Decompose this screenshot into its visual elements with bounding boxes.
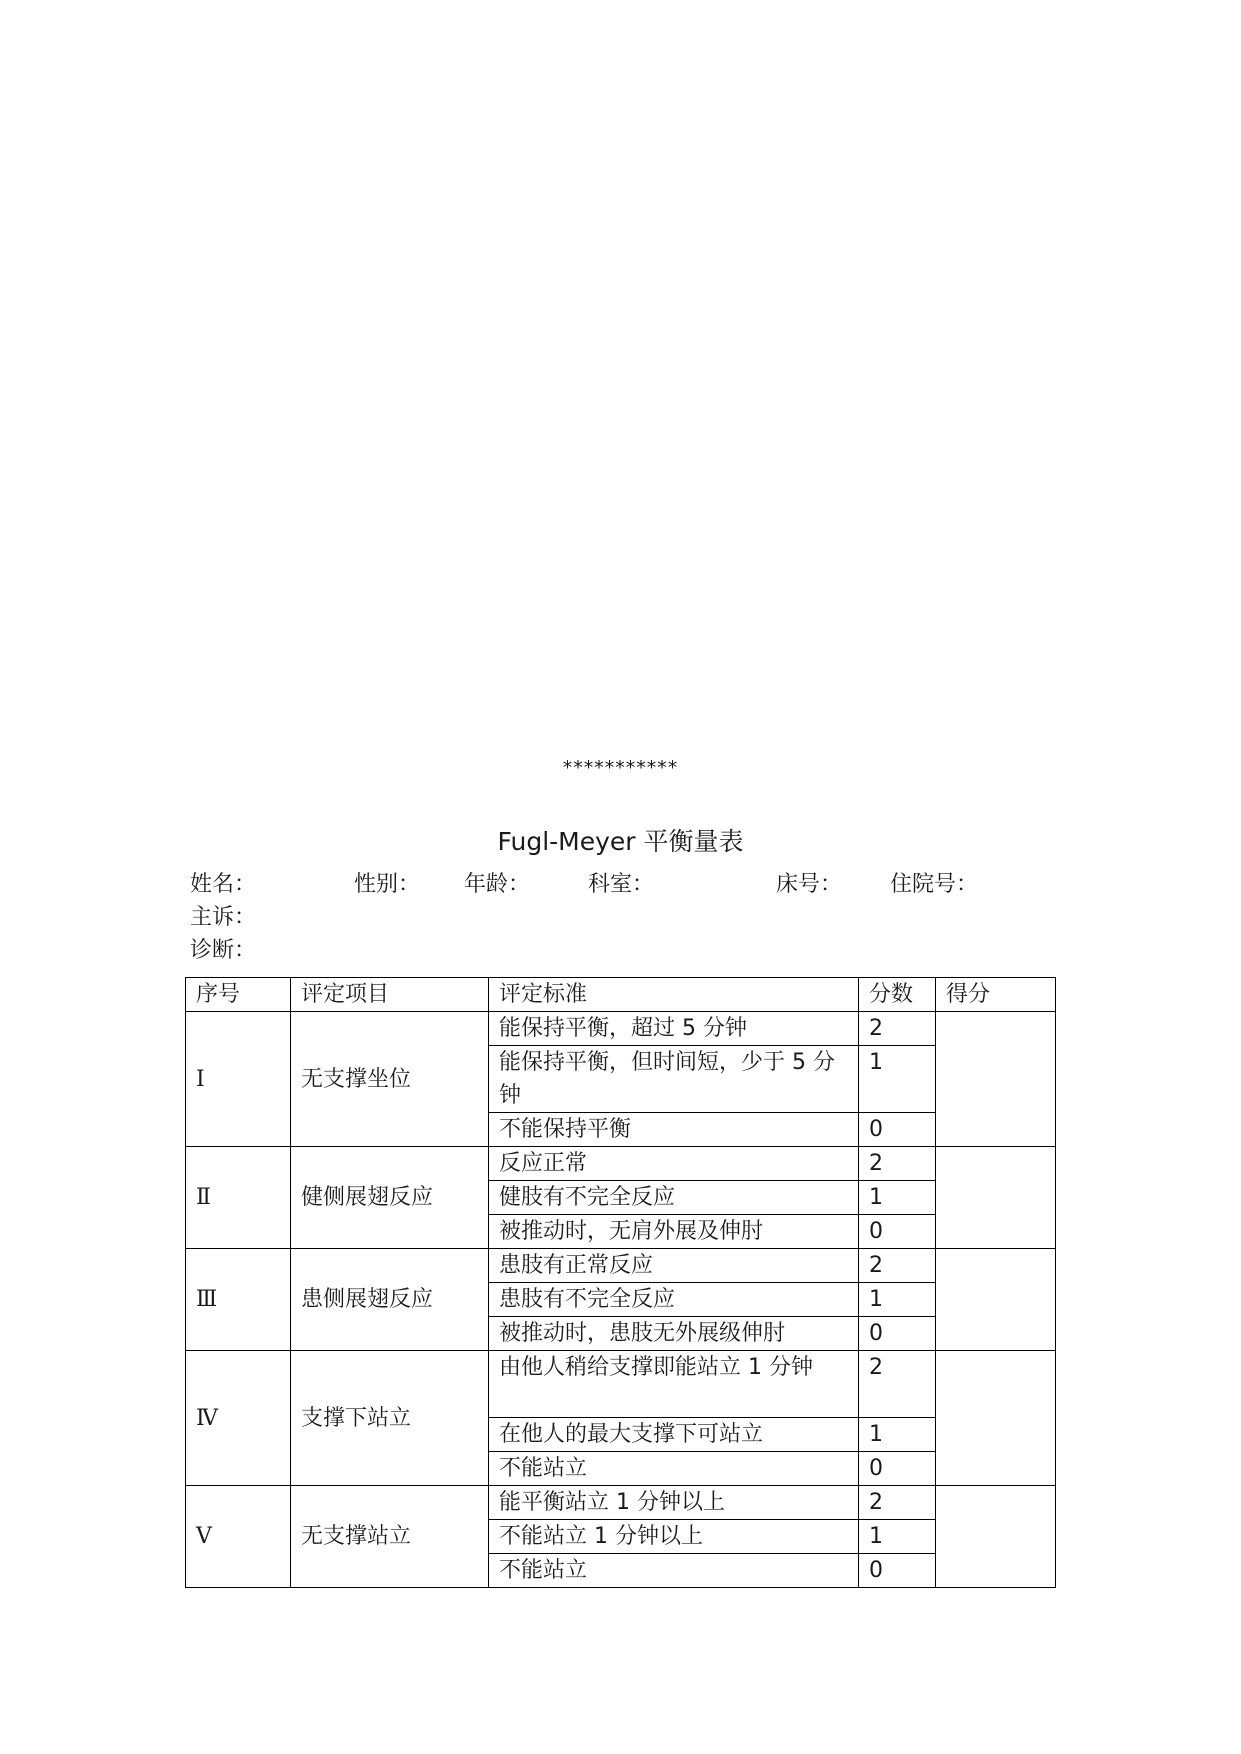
header-cell: 得分 [936, 978, 1056, 1012]
gender-label: 性别： [354, 872, 421, 897]
header-cell: 分数 [859, 978, 936, 1012]
table-row [186, 1147, 1056, 1181]
item-number: Ⅳ [186, 1351, 291, 1486]
page-title: Fugl-Meyer 平衡量表 [497, 827, 744, 856]
criterion-text: 不能站立 1 分钟以上 [489, 1520, 859, 1554]
table-row [186, 1249, 1056, 1283]
dept-label: 科室： [588, 872, 655, 897]
criterion-text: 不能保持平衡 [489, 1113, 859, 1147]
item-number: Ⅰ [186, 1012, 291, 1147]
criterion-score: 2 [859, 1147, 936, 1181]
table-header-row [186, 978, 1056, 1012]
criterion-text: 患肢有正常反应 [489, 1249, 859, 1283]
criterion-score: 0 [859, 1113, 936, 1147]
header-cell: 评定项目 [291, 978, 489, 1012]
score-input-cell[interactable] [936, 1351, 1056, 1486]
balance-scale-table [185, 977, 1056, 1588]
table-row [186, 1351, 1056, 1418]
criterion-score: 1 [859, 1046, 936, 1113]
criterion-score: 2 [859, 1351, 936, 1418]
criterion-text: 反应正常 [489, 1147, 859, 1181]
header-cell: 评定标准 [489, 978, 859, 1012]
criterion-score: 1 [859, 1418, 936, 1452]
criterion-score: 2 [859, 1012, 936, 1046]
bed-label: 床号： [776, 872, 843, 897]
criterion-score: 0 [859, 1452, 936, 1486]
admission-label: 住院号： [890, 872, 979, 897]
diagnosis-label: 诊断： [190, 938, 257, 963]
score-input-cell[interactable] [936, 1249, 1056, 1351]
item-number: Ⅴ [186, 1486, 291, 1588]
score-input-cell[interactable] [936, 1486, 1056, 1588]
criterion-score: 1 [859, 1181, 936, 1215]
header-cell: 序号 [186, 978, 291, 1012]
criterion-text: 能保持平衡，但时间短，少于 5 分钟 [489, 1046, 859, 1113]
item-name: 支撑下站立 [291, 1351, 489, 1486]
criterion-text: 在他人的最大支撑下可站立 [489, 1418, 859, 1452]
item-name: 患侧展翅反应 [291, 1249, 489, 1351]
criterion-text: 能平衡站立 1 分钟以上 [489, 1486, 859, 1520]
criterion-score: 0 [859, 1554, 936, 1588]
item-name: 健侧展翅反应 [291, 1147, 489, 1249]
score-input-cell[interactable] [936, 1147, 1056, 1249]
patient-info-row [190, 868, 1090, 901]
item-number: Ⅱ [186, 1147, 291, 1249]
criterion-text: 由他人稍给支撑即能站立 1 分钟 [489, 1351, 859, 1418]
criterion-score: 2 [859, 1486, 936, 1520]
complaint-label: 主诉： [190, 905, 257, 930]
criterion-score: 2 [859, 1249, 936, 1283]
criterion-text: 被推动时，无肩外展及伸肘 [489, 1215, 859, 1249]
table-row [186, 1012, 1056, 1046]
age-label: 年龄： [464, 872, 531, 897]
criterion-score: 0 [859, 1317, 936, 1351]
item-name: 无支撑站立 [291, 1486, 489, 1588]
criterion-text: 健肢有不完全反应 [489, 1181, 859, 1215]
criterion-text: 不能站立 [489, 1554, 859, 1588]
criterion-text: 能保持平衡，超过 5 分钟 [489, 1012, 859, 1046]
item-name: 无支撑坐位 [291, 1012, 489, 1147]
criterion-score: 1 [859, 1283, 936, 1317]
criterion-text: 患肢有不完全反应 [489, 1283, 859, 1317]
score-input-cell[interactable] [936, 1012, 1056, 1147]
criterion-text: 被推动时，患肢无外展级伸肘 [489, 1317, 859, 1351]
criterion-score: 0 [859, 1215, 936, 1249]
criterion-text: 不能站立 [489, 1452, 859, 1486]
header-mark: *********** [562, 757, 679, 779]
criterion-score: 1 [859, 1520, 936, 1554]
item-number: Ⅲ [186, 1249, 291, 1351]
table-row [186, 1486, 1056, 1520]
name-label: 姓名： [190, 872, 257, 897]
